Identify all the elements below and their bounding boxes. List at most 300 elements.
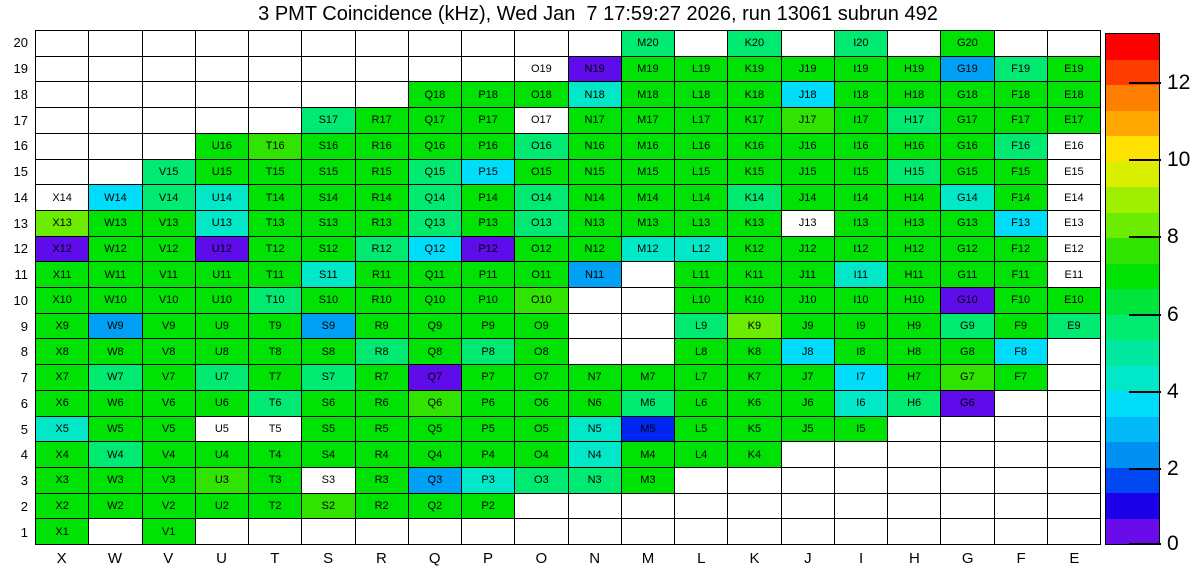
heatmap-cell: K15 [728, 160, 781, 186]
heatmap-cell: P17 [462, 108, 515, 134]
heatmap-cell [249, 108, 302, 134]
x-tick-label: Q [428, 549, 441, 567]
colorbar-band [1106, 493, 1159, 519]
heatmap-cell: I16 [835, 134, 888, 160]
y-tick-label: 17 [13, 112, 28, 128]
heatmap-cell: H8 [888, 339, 941, 365]
heatmap-cell: J14 [782, 185, 835, 211]
heatmap-cell: M5 [622, 417, 675, 443]
x-tick-label: W [107, 549, 123, 567]
heatmap-cell: V14 [143, 185, 196, 211]
heatmap-cell: E15 [1048, 160, 1101, 186]
heatmap-cell: W2 [89, 494, 142, 520]
heatmap-cell: T12 [249, 237, 302, 263]
heatmap-cell [1048, 339, 1101, 365]
colorbar-band [1106, 366, 1159, 392]
heatmap-cell [515, 494, 568, 520]
heatmap-cell: U2 [196, 494, 249, 520]
heatmap-cell: M13 [622, 211, 675, 237]
heatmap-cell: S13 [302, 211, 355, 237]
heatmap-cell: T6 [249, 391, 302, 417]
heatmap-cell [835, 519, 888, 545]
heatmap-cell: K9 [728, 314, 781, 340]
heatmap-cell: R10 [356, 288, 409, 314]
heatmap-cell: N7 [569, 365, 622, 391]
colorbar-band [1106, 162, 1159, 188]
heatmap-cell: E17 [1048, 108, 1101, 134]
heatmap-cell: K16 [728, 134, 781, 160]
heatmap-cell: J19 [782, 57, 835, 83]
heatmap-cell: O9 [515, 314, 568, 340]
heatmap-cell: M16 [622, 134, 675, 160]
heatmap-cell: S3 [302, 468, 355, 494]
colorbar-band [1106, 264, 1159, 290]
heatmap-cell: H15 [888, 160, 941, 186]
heatmap-cell [728, 519, 781, 545]
heatmap-cell: T11 [249, 262, 302, 288]
heatmap-cell: N17 [569, 108, 622, 134]
y-tick-label: 6 [20, 395, 28, 411]
heatmap-cell: Q7 [409, 365, 462, 391]
heatmap-cell: I5 [835, 417, 888, 443]
heatmap-cell: P8 [462, 339, 515, 365]
heatmap-cell: S4 [302, 442, 355, 468]
heatmap-cell: G15 [941, 160, 994, 186]
heatmap-cell [888, 519, 941, 545]
heatmap-cell [622, 314, 675, 340]
heatmap-cell: U12 [196, 237, 249, 263]
heatmap-cell: X7 [36, 365, 89, 391]
heatmap-cell [89, 160, 142, 186]
heatmap-cell: V8 [143, 339, 196, 365]
heatmap-cell: O18 [515, 82, 568, 108]
heatmap-cell: R8 [356, 339, 409, 365]
heatmap-cell: L16 [675, 134, 728, 160]
heatmap-cell: S17 [302, 108, 355, 134]
heatmap-cell [835, 442, 888, 468]
x-tick-label: X [56, 549, 67, 567]
x-tick-label: O [535, 549, 548, 567]
heatmap-cell: L12 [675, 237, 728, 263]
heatmap-cell: N11 [569, 262, 622, 288]
y-tick-label: 20 [13, 35, 28, 51]
heatmap-cell: O3 [515, 468, 568, 494]
heatmap-cell: K7 [728, 365, 781, 391]
y-tick-label: 3 [20, 473, 28, 489]
heatmap-cell: X2 [36, 494, 89, 520]
heatmap-cell: W12 [89, 237, 142, 263]
colorbar-band [1106, 340, 1159, 366]
heatmap-cell: I8 [835, 339, 888, 365]
heatmap-cell: K20 [728, 31, 781, 57]
heatmap-cell [941, 519, 994, 545]
heatmap-cell [143, 108, 196, 134]
heatmap-cell: X3 [36, 468, 89, 494]
heatmap-cell: N14 [569, 185, 622, 211]
heatmap-cell [995, 519, 1048, 545]
heatmap-cell: Q10 [409, 288, 462, 314]
heatmap-cell: I15 [835, 160, 888, 186]
heatmap-cell: H11 [888, 262, 941, 288]
heatmap-cell: P13 [462, 211, 515, 237]
heatmap-cell [249, 82, 302, 108]
heatmap-cell: U4 [196, 442, 249, 468]
heatmap-cell: K11 [728, 262, 781, 288]
heatmap-cell: R12 [356, 237, 409, 263]
heatmap-cell: J18 [782, 82, 835, 108]
y-tick-label: 16 [13, 138, 28, 154]
heatmap-cell: E19 [1048, 57, 1101, 83]
heatmap-cell: E13 [1048, 211, 1101, 237]
colorbar-tick-label: 8 [1167, 225, 1179, 249]
heatmap-cell: V10 [143, 288, 196, 314]
x-tick-label: P [483, 549, 494, 567]
heatmap-cell: W7 [89, 365, 142, 391]
heatmap-cell: K14 [728, 185, 781, 211]
y-tick-label: 13 [13, 215, 28, 231]
heatmap-cell: R2 [356, 494, 409, 520]
heatmap-cell: J15 [782, 160, 835, 186]
heatmap-cell [196, 108, 249, 134]
heatmap-cell [1048, 494, 1101, 520]
heatmap-cell: R3 [356, 468, 409, 494]
y-tick-label: 1 [20, 524, 28, 540]
heatmap-cell [675, 468, 728, 494]
heatmap-cell [36, 31, 89, 57]
heatmap-cell [515, 519, 568, 545]
heatmap-cell: V15 [143, 160, 196, 186]
heatmap-cell [462, 57, 515, 83]
colorbar-tick-label: 2 [1167, 456, 1179, 480]
heatmap-cell [995, 391, 1048, 417]
heatmap-cell: H19 [888, 57, 941, 83]
heatmap-cell: L6 [675, 391, 728, 417]
heatmap-cell: T15 [249, 160, 302, 186]
heatmap-cell [728, 468, 781, 494]
heatmap-cell: L7 [675, 365, 728, 391]
heatmap-cell [1048, 391, 1101, 417]
heatmap-cell: I17 [835, 108, 888, 134]
heatmap-cell: U5 [196, 417, 249, 443]
heatmap-cell: F10 [995, 288, 1048, 314]
heatmap-cell: V11 [143, 262, 196, 288]
heatmap-cell [835, 468, 888, 494]
colorbar-band [1106, 442, 1159, 468]
x-tick-label: N [589, 549, 601, 567]
heatmap-cell: H12 [888, 237, 941, 263]
heatmap-cell [89, 31, 142, 57]
heatmap-cell [302, 31, 355, 57]
heatmap-cell [995, 468, 1048, 494]
heatmap-cell: I19 [835, 57, 888, 83]
heatmap-cell: J16 [782, 134, 835, 160]
heatmap-cell: H9 [888, 314, 941, 340]
heatmap-cell: V13 [143, 211, 196, 237]
heatmap-cell: I12 [835, 237, 888, 263]
heatmap-cell: J11 [782, 262, 835, 288]
heatmap-cell [1048, 365, 1101, 391]
heatmap-cell: F15 [995, 160, 1048, 186]
heatmap-cell [888, 31, 941, 57]
heatmap-cell: K17 [728, 108, 781, 134]
heatmap-cell: T3 [249, 468, 302, 494]
heatmap-cell: G9 [941, 314, 994, 340]
heatmap-cell: E12 [1048, 237, 1101, 263]
heatmap-cell: H13 [888, 211, 941, 237]
colorbar-band [1106, 60, 1159, 86]
heatmap-cell [409, 57, 462, 83]
heatmap-cell [196, 82, 249, 108]
heatmap-cell: F19 [995, 57, 1048, 83]
heatmap-cell: H7 [888, 365, 941, 391]
heatmap-cell [888, 468, 941, 494]
heatmap-cell: G14 [941, 185, 994, 211]
heatmap-cell: P10 [462, 288, 515, 314]
colorbar-band [1106, 136, 1159, 162]
heatmap-cell: L18 [675, 82, 728, 108]
heatmap-cell [89, 134, 142, 160]
heatmap-cell: O6 [515, 391, 568, 417]
colorbar-tick-label: 0 [1167, 532, 1179, 555]
heatmap-cell: M18 [622, 82, 675, 108]
y-tick-label: 10 [13, 292, 28, 308]
y-tick-label: 14 [13, 189, 28, 205]
heatmap-cell: U7 [196, 365, 249, 391]
colorbar-tick-label: 10 [1167, 148, 1191, 172]
colorbar-band [1106, 519, 1159, 545]
heatmap-cell: F17 [995, 108, 1048, 134]
heatmap-cell [941, 468, 994, 494]
y-tick-label: 8 [20, 344, 28, 360]
heatmap-cell: I20 [835, 31, 888, 57]
heatmap-cell: R9 [356, 314, 409, 340]
heatmap-cell: F14 [995, 185, 1048, 211]
heatmap-cell: T8 [249, 339, 302, 365]
heatmap-cell: I9 [835, 314, 888, 340]
heatmap-cell [249, 31, 302, 57]
x-tick-label: M [641, 549, 655, 567]
heatmap-cell [143, 134, 196, 160]
colorbar-band [1106, 111, 1159, 137]
heatmap-cell: R4 [356, 442, 409, 468]
heatmap-cell: S5 [302, 417, 355, 443]
heatmap-cell: K6 [728, 391, 781, 417]
x-tick-label: R [376, 549, 387, 567]
heatmap-cell: G13 [941, 211, 994, 237]
heatmap-cell: U16 [196, 134, 249, 160]
heatmap-cell: T10 [249, 288, 302, 314]
y-tick-label: 18 [13, 86, 28, 102]
heatmap-cell [569, 339, 622, 365]
colorbar-tick-label: 6 [1167, 302, 1179, 326]
heatmap-cell: W9 [89, 314, 142, 340]
heatmap-cell: X6 [36, 391, 89, 417]
heatmap-cell: N19 [569, 57, 622, 83]
heatmap-cell [302, 519, 355, 545]
heatmap-cell [782, 494, 835, 520]
heatmap-cell [835, 494, 888, 520]
heatmap-cell: X12 [36, 237, 89, 263]
heatmap-cell: N5 [569, 417, 622, 443]
heatmap-cell: P11 [462, 262, 515, 288]
heatmap-cell: L17 [675, 108, 728, 134]
heatmap-cell: O17 [515, 108, 568, 134]
heatmap-cell: Q17 [409, 108, 462, 134]
x-tick-label: J [804, 549, 812, 567]
heatmap-cell: W13 [89, 211, 142, 237]
colorbar-band [1106, 391, 1159, 417]
y-tick-label: 4 [20, 447, 28, 463]
heatmap-cell [782, 519, 835, 545]
heatmap-cell: O14 [515, 185, 568, 211]
x-tick-label: L [697, 549, 706, 567]
heatmap-cell: M17 [622, 108, 675, 134]
heatmap-cell: I18 [835, 82, 888, 108]
heatmap-cell: R15 [356, 160, 409, 186]
heatmap-cell [249, 57, 302, 83]
heatmap-cell: S10 [302, 288, 355, 314]
heatmap-cell: S15 [302, 160, 355, 186]
heatmap-cell: Q15 [409, 160, 462, 186]
heatmap-cell: R17 [356, 108, 409, 134]
heatmap-cell: F12 [995, 237, 1048, 263]
y-tick-label: 9 [20, 318, 28, 334]
heatmap-cell [356, 57, 409, 83]
heatmap-cell: L5 [675, 417, 728, 443]
y-tick-label: 19 [13, 61, 28, 77]
heatmap-cell: T7 [249, 365, 302, 391]
y-tick-label: 5 [20, 421, 28, 437]
heatmap-cell: F7 [995, 365, 1048, 391]
heatmap-cell: E11 [1048, 262, 1101, 288]
x-tick-label: T [270, 549, 280, 567]
heatmap-cell: R7 [356, 365, 409, 391]
heatmap-cell: J13 [782, 211, 835, 237]
heatmap-cell [728, 494, 781, 520]
heatmap-cell: R6 [356, 391, 409, 417]
heatmap-cell: V4 [143, 442, 196, 468]
heatmap-cell [89, 82, 142, 108]
heatmap-cell: S6 [302, 391, 355, 417]
heatmap-cell [36, 108, 89, 134]
heatmap-cell: V5 [143, 417, 196, 443]
heatmap-cell: Q3 [409, 468, 462, 494]
x-tick-label: V [163, 549, 174, 567]
heatmap-cell [782, 31, 835, 57]
heatmap-cell: Q5 [409, 417, 462, 443]
heatmap-cell: E14 [1048, 185, 1101, 211]
x-axis-labels [35, 548, 1101, 568]
heatmap-cell: N18 [569, 82, 622, 108]
heatmap-cell: I11 [835, 262, 888, 288]
heatmap-cell: G17 [941, 108, 994, 134]
heatmap-cell: S14 [302, 185, 355, 211]
heatmap-cell [143, 57, 196, 83]
heatmap-cell: S9 [302, 314, 355, 340]
heatmap-cell [888, 442, 941, 468]
heatmap-cell: N15 [569, 160, 622, 186]
heatmap-cell [995, 417, 1048, 443]
heatmap-cell: T14 [249, 185, 302, 211]
heatmap-cell [1048, 442, 1101, 468]
heatmap-cell: O15 [515, 160, 568, 186]
heatmap-cell [409, 31, 462, 57]
heatmap-cell: Q6 [409, 391, 462, 417]
heatmap-cell: L15 [675, 160, 728, 186]
heatmap-cell: L14 [675, 185, 728, 211]
heatmap-cell: U15 [196, 160, 249, 186]
heatmap-cell: Q18 [409, 82, 462, 108]
heatmap-cell: X14 [36, 185, 89, 211]
heatmap-cell [569, 494, 622, 520]
heatmap-cell [622, 288, 675, 314]
heatmap-cell: I13 [835, 211, 888, 237]
y-axis-labels [0, 30, 30, 545]
heatmap-cell [995, 494, 1048, 520]
heatmap-cell: L11 [675, 262, 728, 288]
colorbar-band [1106, 85, 1159, 111]
heatmap-cell: T5 [249, 417, 302, 443]
heatmap-cell [356, 519, 409, 545]
heatmap-cell [675, 31, 728, 57]
heatmap-cell: K10 [728, 288, 781, 314]
heatmap-cell: K19 [728, 57, 781, 83]
colorbar-band [1106, 289, 1159, 315]
heatmap-cell: Q12 [409, 237, 462, 263]
heatmap-cell: F13 [995, 211, 1048, 237]
colorbar-tick-label: 4 [1167, 379, 1179, 403]
heatmap-cell: M20 [622, 31, 675, 57]
heatmap-cell: K12 [728, 237, 781, 263]
heatmap-cell: J6 [782, 391, 835, 417]
heatmap-cell [143, 82, 196, 108]
heatmap-cell: E16 [1048, 134, 1101, 160]
heatmap-cell: N3 [569, 468, 622, 494]
heatmap-cell: O12 [515, 237, 568, 263]
heatmap-grid [35, 30, 1101, 545]
heatmap-cell: M12 [622, 237, 675, 263]
y-tick-label: 7 [20, 370, 28, 386]
heatmap-cell: L19 [675, 57, 728, 83]
heatmap-cell: X8 [36, 339, 89, 365]
heatmap-cell: V3 [143, 468, 196, 494]
heatmap-cell: X4 [36, 442, 89, 468]
y-tick-label: 12 [13, 241, 28, 257]
heatmap-cell: O8 [515, 339, 568, 365]
heatmap-cell: W6 [89, 391, 142, 417]
heatmap-cell [89, 519, 142, 545]
heatmap-cell: M19 [622, 57, 675, 83]
x-tick-label: U [216, 549, 227, 567]
heatmap-cell: V7 [143, 365, 196, 391]
heatmap-cell [36, 160, 89, 186]
heatmap-cell: M15 [622, 160, 675, 186]
heatmap-cell: O5 [515, 417, 568, 443]
heatmap-cell: K13 [728, 211, 781, 237]
heatmap-cell: T9 [249, 314, 302, 340]
heatmap-cell: Q13 [409, 211, 462, 237]
heatmap-cell: Q11 [409, 262, 462, 288]
heatmap-cell: W8 [89, 339, 142, 365]
heatmap-cell: O7 [515, 365, 568, 391]
heatmap-cell: U6 [196, 391, 249, 417]
heatmap-cell: P5 [462, 417, 515, 443]
heatmap-cell: G6 [941, 391, 994, 417]
heatmap-cell [569, 288, 622, 314]
heatmap-cell [569, 314, 622, 340]
heatmap-cell [196, 31, 249, 57]
colorbar-band [1106, 213, 1159, 239]
